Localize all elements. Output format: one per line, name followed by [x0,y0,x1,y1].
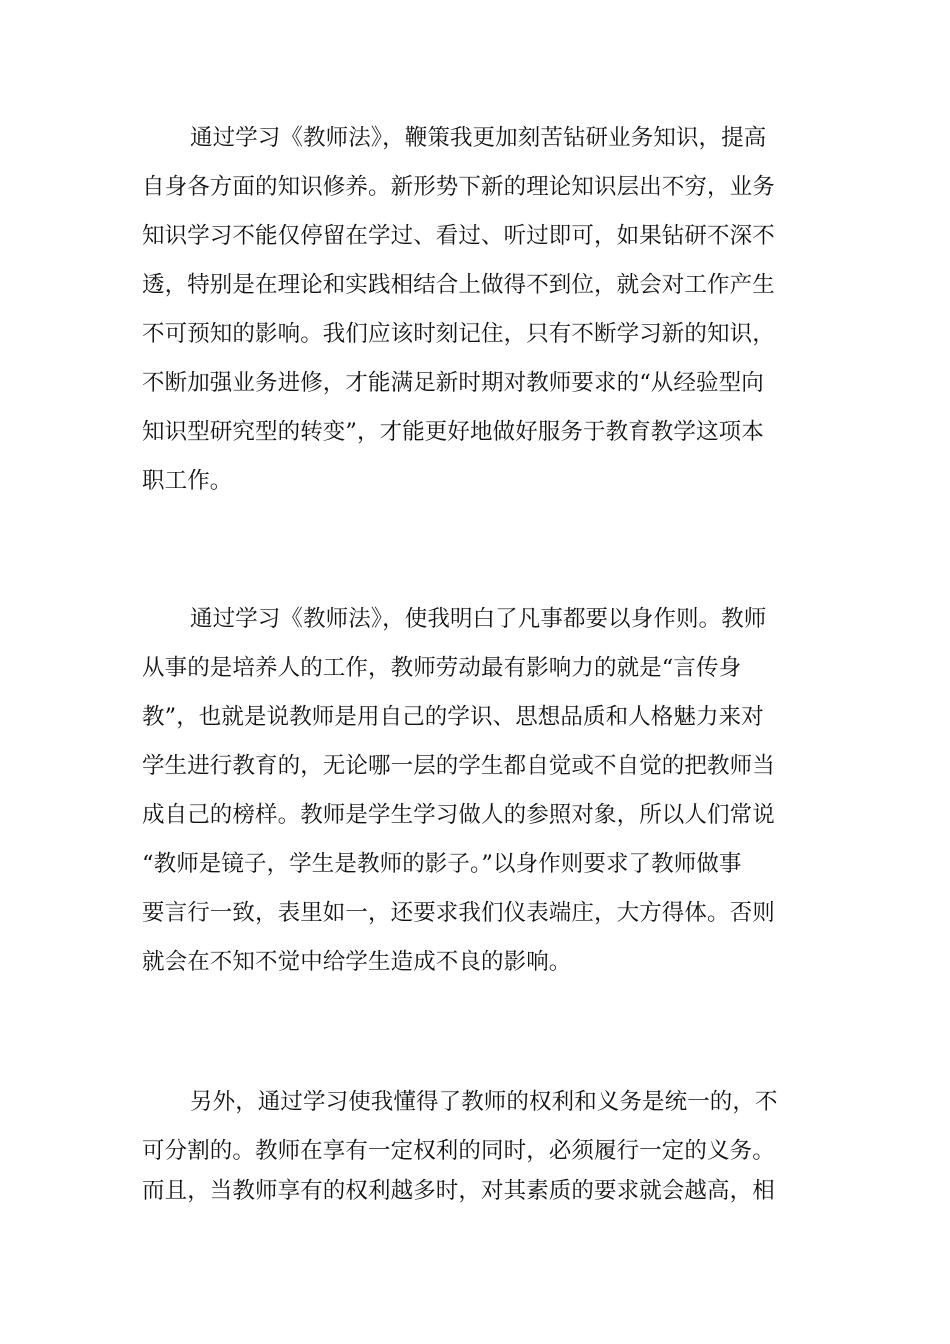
paragraph-line: 可分割的。教师在享有一定权利的同时，必须履行一定的义务。 [142,1138,775,1164]
paragraph-line: 不可预知的影响。我们应该时刻记住，只有不断学习新的知识， [142,321,775,347]
paragraph-line: “教师是镜子，学生是教师的影子。”以身作则要求了教师做事 [142,851,742,877]
paragraph-line: 知识学习不能仅停留在学过、看过、听过即可，如果钻研不深不 [142,223,775,249]
paragraph-line: 要言行一致，表里如一，还要求我们仪表端庄，大方得体。否则 [142,900,775,926]
paragraph-line: 教”，也就是说教师是用自己的学识、思想品质和人格魅力来对 [142,704,764,730]
paragraph-line: 就会在不知不觉中给学生造成不良的影响。 [142,949,572,975]
paragraph-line: 通过学习《教师法》，使我明白了凡事都要以身作则。教师 [190,606,767,632]
paragraph-line: 从事的是培养人的工作，教师劳动最有影响力的就是“言传身 [142,655,742,681]
paragraph-line: 学生进行教育的，无论哪一层的学生都自觉或不自觉的把教师当 [142,753,775,779]
paragraph-line: 自身各方面的知识修养。新形势下新的理论知识层出不穷，业务 [142,174,775,200]
paragraph-line: 另外，通过学习使我懂得了教师的权利和义务是统一的，不 [190,1089,778,1115]
paragraph-line: 而且，当教师享有的权利越多时，对其素质的要求就会越高，相 [142,1178,775,1204]
paragraph-line: 职工作。 [142,468,233,494]
paragraph-line: 透，特别是在理论和实践相结合上做得不到位，就会对工作产生 [142,272,775,298]
paragraph-line: 成自己的榜样。教师是学生学习做人的参照对象，所以人们常说 [142,802,775,828]
paragraph-line: 知识型研究型的转变”，才能更好地做好服务于教育教学这项本 [142,419,764,445]
paragraph-line: 不断加强业务进修，才能满足新时期对教师要求的“从经验型向 [142,370,764,396]
paragraph-line: 通过学习《教师法》，鞭策我更加刻苦钻研业务知识，提高 [190,125,767,151]
